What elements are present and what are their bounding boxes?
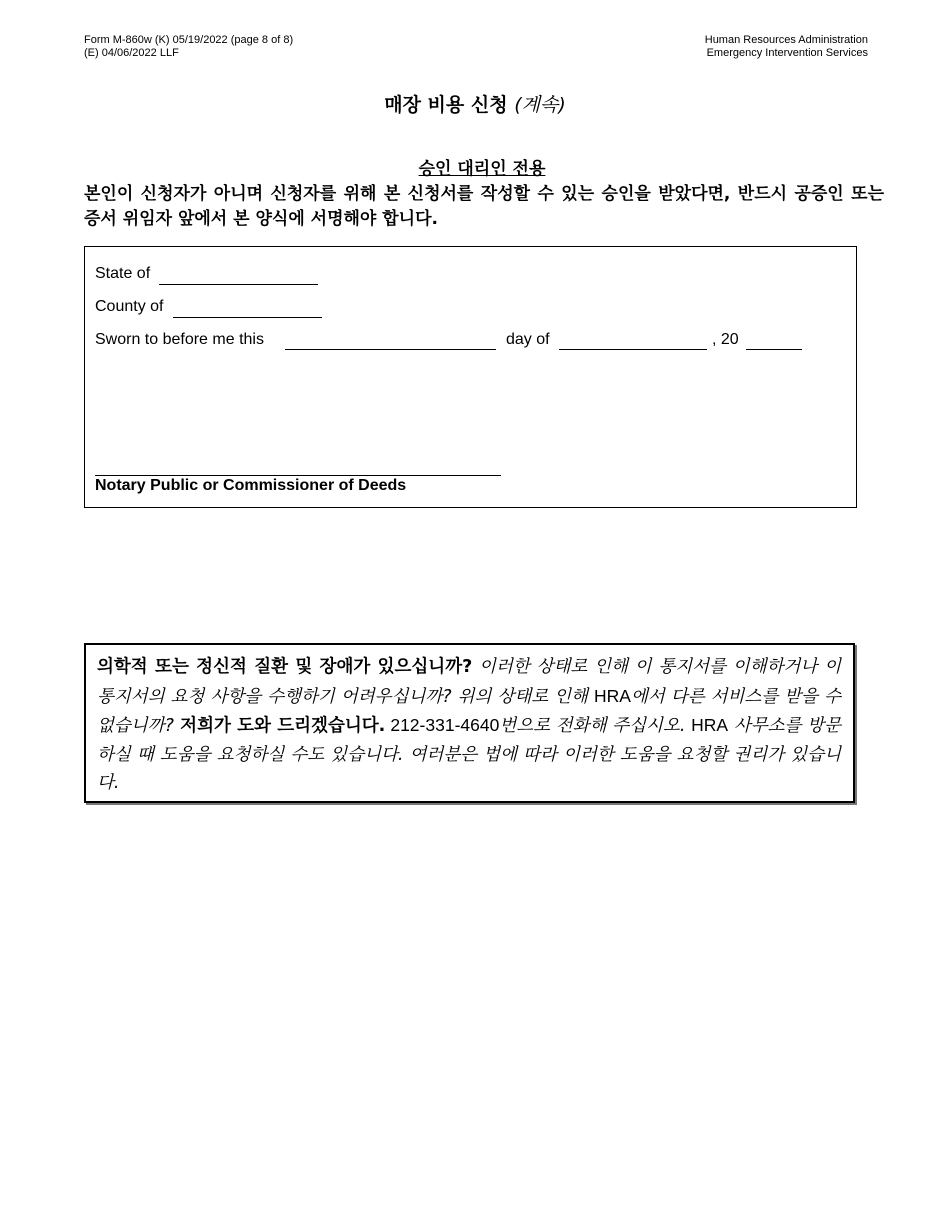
state-row <box>95 265 150 283</box>
help-phone: 212-331-4640 <box>385 715 500 735</box>
notary-signature-field[interactable] <box>95 475 501 476</box>
hra-acronym-2: HRA <box>691 715 729 735</box>
help-text-2: 에서 다른 서비스를 받을 수 없습니까? <box>97 686 841 736</box>
help-notice-box <box>84 643 855 803</box>
help-text-3: 번으로 전화해 주십시오. <box>499 716 692 736</box>
sworn-day-field[interactable] <box>285 349 496 350</box>
county-row <box>95 298 163 316</box>
county-field[interactable] <box>173 317 322 318</box>
form-header-left <box>84 34 293 60</box>
section-heading: 승인 대리인 전용 <box>418 159 546 179</box>
notary-signature-label: Notary Public or Commissioner of Deeds <box>95 477 407 494</box>
agency-name: Human Resources Administration <box>704 34 868 46</box>
state-field[interactable] <box>159 284 318 285</box>
form-edition: (E) 04/06/2022 LLF <box>84 47 179 59</box>
month-field[interactable] <box>559 349 707 350</box>
hra-acronym-1: HRA <box>594 685 631 706</box>
page-title-main: 매장 비용 신청 <box>384 94 508 116</box>
division-name: Emergency Intervention Services <box>706 47 868 59</box>
form-header-right <box>705 34 868 60</box>
form-id: Form M-860w (K) 05/19/2022 (page 8 of 8) <box>84 34 294 46</box>
page-title-continued: (계속) <box>514 94 566 116</box>
page-title <box>0 90 950 117</box>
sworn-label: Sworn to before me this <box>95 331 264 348</box>
day-of-label: day of <box>506 331 550 348</box>
instruction-text: 본인이 신청자가 아니며 신청자를 위해 본 신청서를 작성할 수 있는 승인을 받았다면, 반드시 공증인 또는 증서 위임자 앞에서 본 양식에 서명해야 합니다. <box>84 184 884 229</box>
year-prefix: , 20 <box>712 331 739 348</box>
help-question: 의학적 또는 정신적 질환 및 장애가 있으십니까? <box>97 657 473 677</box>
help-offer: 저희가 도와 드리겠습니다. <box>173 716 386 736</box>
sworn-row <box>95 331 264 349</box>
year-row <box>712 331 739 349</box>
day-of-row <box>506 331 550 349</box>
help-text-1: 이러한 상태로 인해 이 통지서를 이해하거나 이 통지서의 요청 사항을 수행하기 어려우십니까? 위의 상태로 인해 <box>97 657 841 707</box>
state-label: State of <box>95 265 151 282</box>
year-field[interactable] <box>746 349 802 350</box>
county-label: County of <box>95 298 164 315</box>
notary-box <box>84 246 857 508</box>
help-text-4: 사무소를 방문하실 때 도움을 요청하실 수도 있습니다. 여러분은 법에 따라 이러한 도움을 요청할 권리가 있습니다. <box>97 716 841 793</box>
